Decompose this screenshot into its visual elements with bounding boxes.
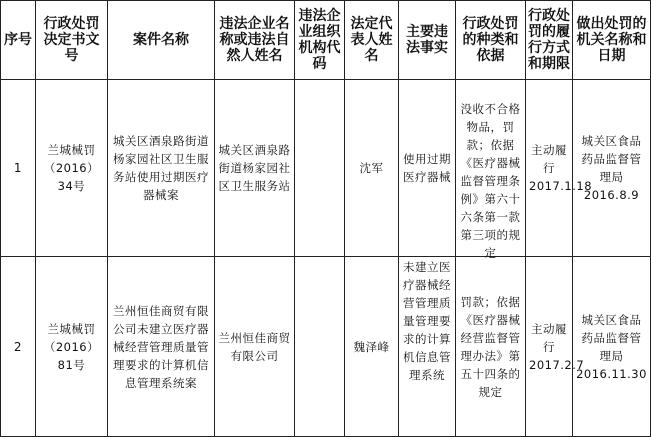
header-org-code: 违法企业组织机构代码 [295, 1, 345, 80]
header-doc-no: 行政处罚决定书文号 [36, 1, 108, 80]
table-row [1, 257, 651, 437]
cell-doc-no: 兰城械罚（2016）81号 [36, 257, 108, 437]
cell-legal-rep: 魏泽峰 [345, 257, 399, 437]
cell-seq: 2 [1, 257, 36, 437]
cell-execution: 主动履行2017.1.18 [526, 80, 573, 257]
header-row [1, 1, 651, 80]
header-party-name: 违法企业名称或违法自然人姓名 [215, 1, 295, 80]
cell-case-name: 兰州恒佳商贸有限公司未建立医疗器械经营管理质量管理要求的计算机信息管理系统案 [108, 257, 215, 437]
header-authority: 做出处罚的机关名称和日期 [573, 1, 651, 80]
header-seq: 序号 [1, 1, 36, 80]
header-case-name: 案件名称 [108, 1, 215, 80]
header-facts: 主要违法事实 [399, 1, 456, 80]
cell-penalty: 罚款；依据《医疗器械经营监督管理办法》第五十四条的规定 [456, 257, 526, 437]
table-row [1, 80, 651, 257]
header-legal-rep: 法定代表人姓名 [345, 1, 399, 80]
header-penalty: 行政处罚的种类和依据 [456, 1, 526, 80]
cell-seq: 1 [1, 80, 36, 257]
cell-case-name: 城关区酒泉路街道杨家园社区卫生服务站使用过期医疗器械案 [108, 80, 215, 257]
cell-party-name: 兰州恒佳商贸有限公司 [215, 257, 295, 437]
cell-authority: 城关区食品药品监督管理局2016.11.30 [573, 257, 651, 437]
cell-doc-no: 兰城械罚（2016）34号 [36, 80, 108, 257]
cell-facts: 使用过期医疗器械 [399, 80, 456, 257]
cell-party-name: 城关区酒泉路街道杨家园社区卫生服务站 [215, 80, 295, 257]
header-execution: 行政处罚的履行方式和期限 [526, 1, 573, 80]
cell-penalty: 没收不合格物品，罚款；依据《医疗器械监督管理条例》第六十六条第一款第三项的规定 [460, 101, 521, 260]
cell-execution: 主动履行2017.2.7 [526, 257, 573, 437]
cell-org-code [295, 80, 345, 257]
cell-authority: 城关区食品药品监督管理局2016.8.9 [573, 80, 651, 257]
cell-org-code [295, 257, 345, 437]
cell-facts: 未建立医疗器械经营管理质量管理要求的计算机信息管理系统 [403, 259, 451, 382]
cell-legal-rep: 沈军 [345, 80, 399, 257]
